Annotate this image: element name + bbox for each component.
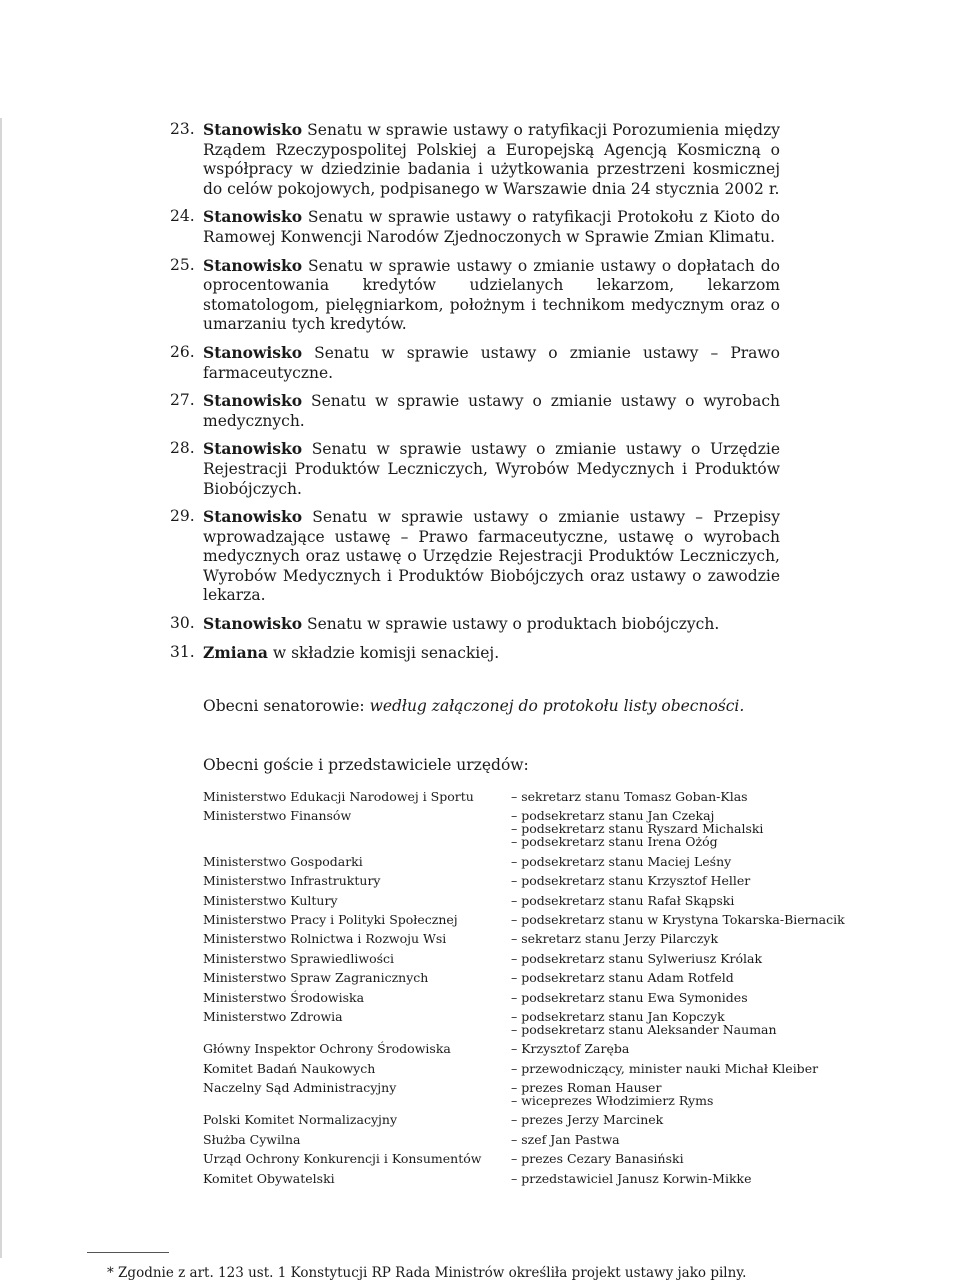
agenda-item-keyword: Stanowisko [203,439,303,459]
guest-representatives [511,913,863,926]
guest-institution: Służba Cywilna [203,1131,301,1147]
guest-institution: Ministerstwo Środowiska [203,989,365,1005]
guest-representatives [511,1152,863,1165]
guest-person: – prezes Jerzy Marcinek [511,1112,664,1128]
guest-institution: Ministerstwo Kultury [203,892,338,908]
guest-institution: Ministerstwo Gospodarki [203,853,363,869]
agenda-item-number: 31. [170,642,195,661]
agenda-item-keyword: Stanowisko [203,120,303,139]
guest-person: – Krzysztof Zaręba [511,1041,630,1057]
guest-row [203,874,863,887]
agenda-item-number: 28. [170,439,195,458]
agenda-item-number: 27. [170,391,195,410]
agenda-item-keyword: Stanowisko [203,255,303,275]
guest-row [203,809,863,848]
agenda-item-keyword: Stanowisko [203,391,303,411]
guest-institution: Główny Inspektor Ochrony Środowiska [203,1041,451,1057]
guest-person: – podsekretarz stanu Rafał Skąpski [511,892,735,908]
guest-row [203,1113,863,1126]
agenda-item [170,207,780,247]
guest-person: – podsekretarz stanu w Krystyna Tokarska-Biernacik [511,911,845,927]
guest-institution: Ministerstwo Sprawiedliwości [203,950,395,966]
guest-row [203,855,863,868]
guest-institution: Urząd Ochrony Konkurencji i Konsumentów [203,1151,482,1167]
agenda-item-number: 23. [170,120,195,138]
guest-person: – wiceprezes Włodzimierz Ryms [511,1093,714,1109]
guest-person: – sekretarz stanu Jerzy Pilarczyk [511,931,719,947]
guest-representatives [511,809,863,848]
guest-representatives [511,874,863,887]
guest-institution: Komitet Badań Naukowych [203,1060,376,1076]
agenda-item-text [203,207,780,247]
agenda-item-description: Senatu w sprawie ustawy o ratyfikacji Porozumienia między Rządem Rzeczypospolitej Polskiej a Europejską Agencją Kosmiczną o współpracy w dziedzinie badania i użytkowania przestrzeni kosmicznej do celów pokojowych, podpisanego w Warszawie dnia 24 stycznia 2002 r. [203,121,780,198]
guest-person: – podsekretarz stanu Ryszard Michalski [511,821,764,837]
guest-institution: Ministerstwo Pracy i Polityki Społecznej [203,911,458,927]
guest-person: – szef Jan Pastwa [511,1131,620,1147]
guest-row [203,1172,863,1185]
agenda-item [170,120,780,199]
guest-representatives [511,1062,863,1075]
agenda-item-description: Senatu w sprawie ustawy o zmianie ustawy – Przepisy wprowadzające ustawę – Prawo farmaceutyczne, ustawę o wyrobach medycznych oraz ustawę o Urzędzie Rejestracji Produktów Leczniczych, Wyrobów Medycznych i Produktów Biobójczych oraz ustawy o zawodzie lekarza. [203,508,780,605]
guest-row [203,971,863,984]
guest-representatives [511,971,863,984]
agenda-item-text [203,256,780,335]
guest-person: – podsekretarz stanu Ewa Symonides [511,989,748,1005]
agenda-item [170,614,780,635]
senators-label: Obecni senatorowie: [203,697,370,715]
agenda-item-number: 24. [170,207,195,226]
guest-person: – podsekretarz stanu Krzysztof Heller [511,873,751,889]
guest-representatives [511,790,863,803]
guest-institution: Komitet Obywatelski [203,1170,335,1186]
agenda-item [170,439,780,499]
guest-person: – przedstawiciel Janusz Korwin-Mikke [511,1170,752,1186]
guest-institution: Ministerstwo Spraw Zagranicznych [203,970,429,986]
agenda-item-text [203,643,780,664]
agenda-item-keyword: Zmiana [203,642,268,662]
agenda-item-description: Senatu w sprawie ustawy o ratyfikacji Protokołu z Kioto do Ramowej Konwencji Narodów Zjednoczonych w Sprawie Zmian Klimatu. [203,208,780,246]
guests-list [203,790,863,1191]
guest-institution: Ministerstwo Zdrowia [203,1008,343,1024]
agenda-item-number: 29. [170,507,195,526]
agenda-item-description: Senatu w sprawie ustawy o zmianie ustawy o wyrobach medycznych. [203,392,780,430]
guest-representatives [511,1172,863,1185]
guest-person: – podsekretarz stanu Jan Czekaj [511,808,715,824]
guest-representatives [511,991,863,1004]
agenda-item-text [203,391,780,431]
agenda-item [170,643,780,664]
guest-row [203,1062,863,1075]
agenda-item [170,507,780,606]
guest-representatives [511,932,863,945]
guest-person: – podsekretarz stanu Jan Kopczyk [511,1008,725,1024]
agenda-item-text [203,120,780,199]
guest-representatives [511,952,863,965]
guest-institution: Ministerstwo Edukacji Narodowej i Sportu [203,789,474,804]
guest-representatives [511,1133,863,1146]
agenda-item-keyword: Stanowisko [203,207,303,227]
agenda-item-text [203,439,780,499]
guest-institution: Ministerstwo Finansów [203,808,352,824]
agenda-item-number: 30. [170,614,195,633]
guest-row [203,932,863,945]
guest-row [203,913,863,926]
guest-institution: Polski Komitet Normalizacyjny [203,1112,398,1128]
guest-row [203,1010,863,1036]
agenda-item-number: 25. [170,255,195,274]
guest-person: – podsekretarz stanu Adam Rotfeld [511,970,734,986]
guest-person: – podsekretarz stanu Sylweriusz Królak [511,950,763,966]
agenda-item-text [203,343,780,383]
guest-institution: Ministerstwo Rolnictwa i Rozwoju Wsi [203,931,447,947]
guest-representatives [511,1010,863,1036]
guest-representatives [511,1081,863,1107]
agenda-item-description: Senatu w sprawie ustawy o zmianie ustawy – Prawo farmaceutyczne. [203,343,780,382]
guest-row [203,1042,863,1055]
senators-line [203,697,744,715]
agenda-item [170,343,780,383]
guest-person: – prezes Cezary Banasiński [511,1151,684,1167]
guest-representatives [511,855,863,868]
agenda-item-description: Senatu w sprawie ustawy o zmianie ustawy o Urzędzie Rejestracji Produktów Leczniczych, Wyrobów Medycznych i Produktów Biobójczych. [203,440,780,498]
agenda-item-number: 26. [170,342,195,361]
guest-representatives [511,894,863,907]
guest-person: – podsekretarz stanu Maciej Leśny [511,853,732,869]
agenda-item [170,391,780,431]
guest-row [203,894,863,907]
guest-row [203,991,863,1004]
guest-row [203,1081,863,1107]
agenda-item-description: Senatu w sprawie ustawy o produktach biobójczych. [302,615,720,634]
guest-representatives [511,1042,863,1055]
guest-row [203,952,863,965]
guest-representatives [511,1113,863,1126]
guests-heading: Obecni goście i przedstawiciele urzędów: [203,756,529,774]
agenda-item-text [203,507,780,606]
guest-person: – prezes Roman Hauser [511,1080,662,1096]
guest-person: – podsekretarz stanu Irena Ożóg [511,834,718,850]
agenda-item-description: w składzie komisji senackiej. [267,643,500,662]
senators-value: według załączonej do protokołu listy obecności. [369,697,745,715]
guest-institution: Ministerstwo Infrastruktury [203,873,381,889]
footnote-divider [87,1252,169,1253]
agenda-item-text [203,614,780,635]
agenda-item [170,256,780,335]
guest-person: – sekretarz stanu Tomasz Goban-Klas [511,789,748,804]
page-margin-line [0,118,2,1258]
agenda-item-description: Senatu w sprawie ustawy o zmianie ustawy o dopłatach do oprocentowania kredytów udzielanych lekarzom, lekarzom stomatologom, pielęgniarkom, położnym i technikom medycznym oraz o umarzaniu tych kredytów. [203,256,780,334]
footnote: * Zgodnie z art. 123 ust. 1 Konstytucji RP Rada Ministrów określiła projekt ustawy jako pilny. [107,1265,747,1281]
agenda-item-keyword: Stanowisko [203,614,303,634]
agenda-item-keyword: Stanowisko [203,507,303,527]
guest-row [203,790,863,803]
agenda-list [170,120,780,671]
guest-person: – podsekretarz stanu Aleksander Nauman [511,1021,777,1037]
agenda-item-keyword: Stanowisko [203,342,303,362]
guest-row [203,1133,863,1146]
guest-institution: Naczelny Sąd Administracyjny [203,1080,397,1096]
guest-row [203,1152,863,1165]
guest-person: – przewodniczący, minister nauki Michał Kleiber [511,1060,819,1076]
